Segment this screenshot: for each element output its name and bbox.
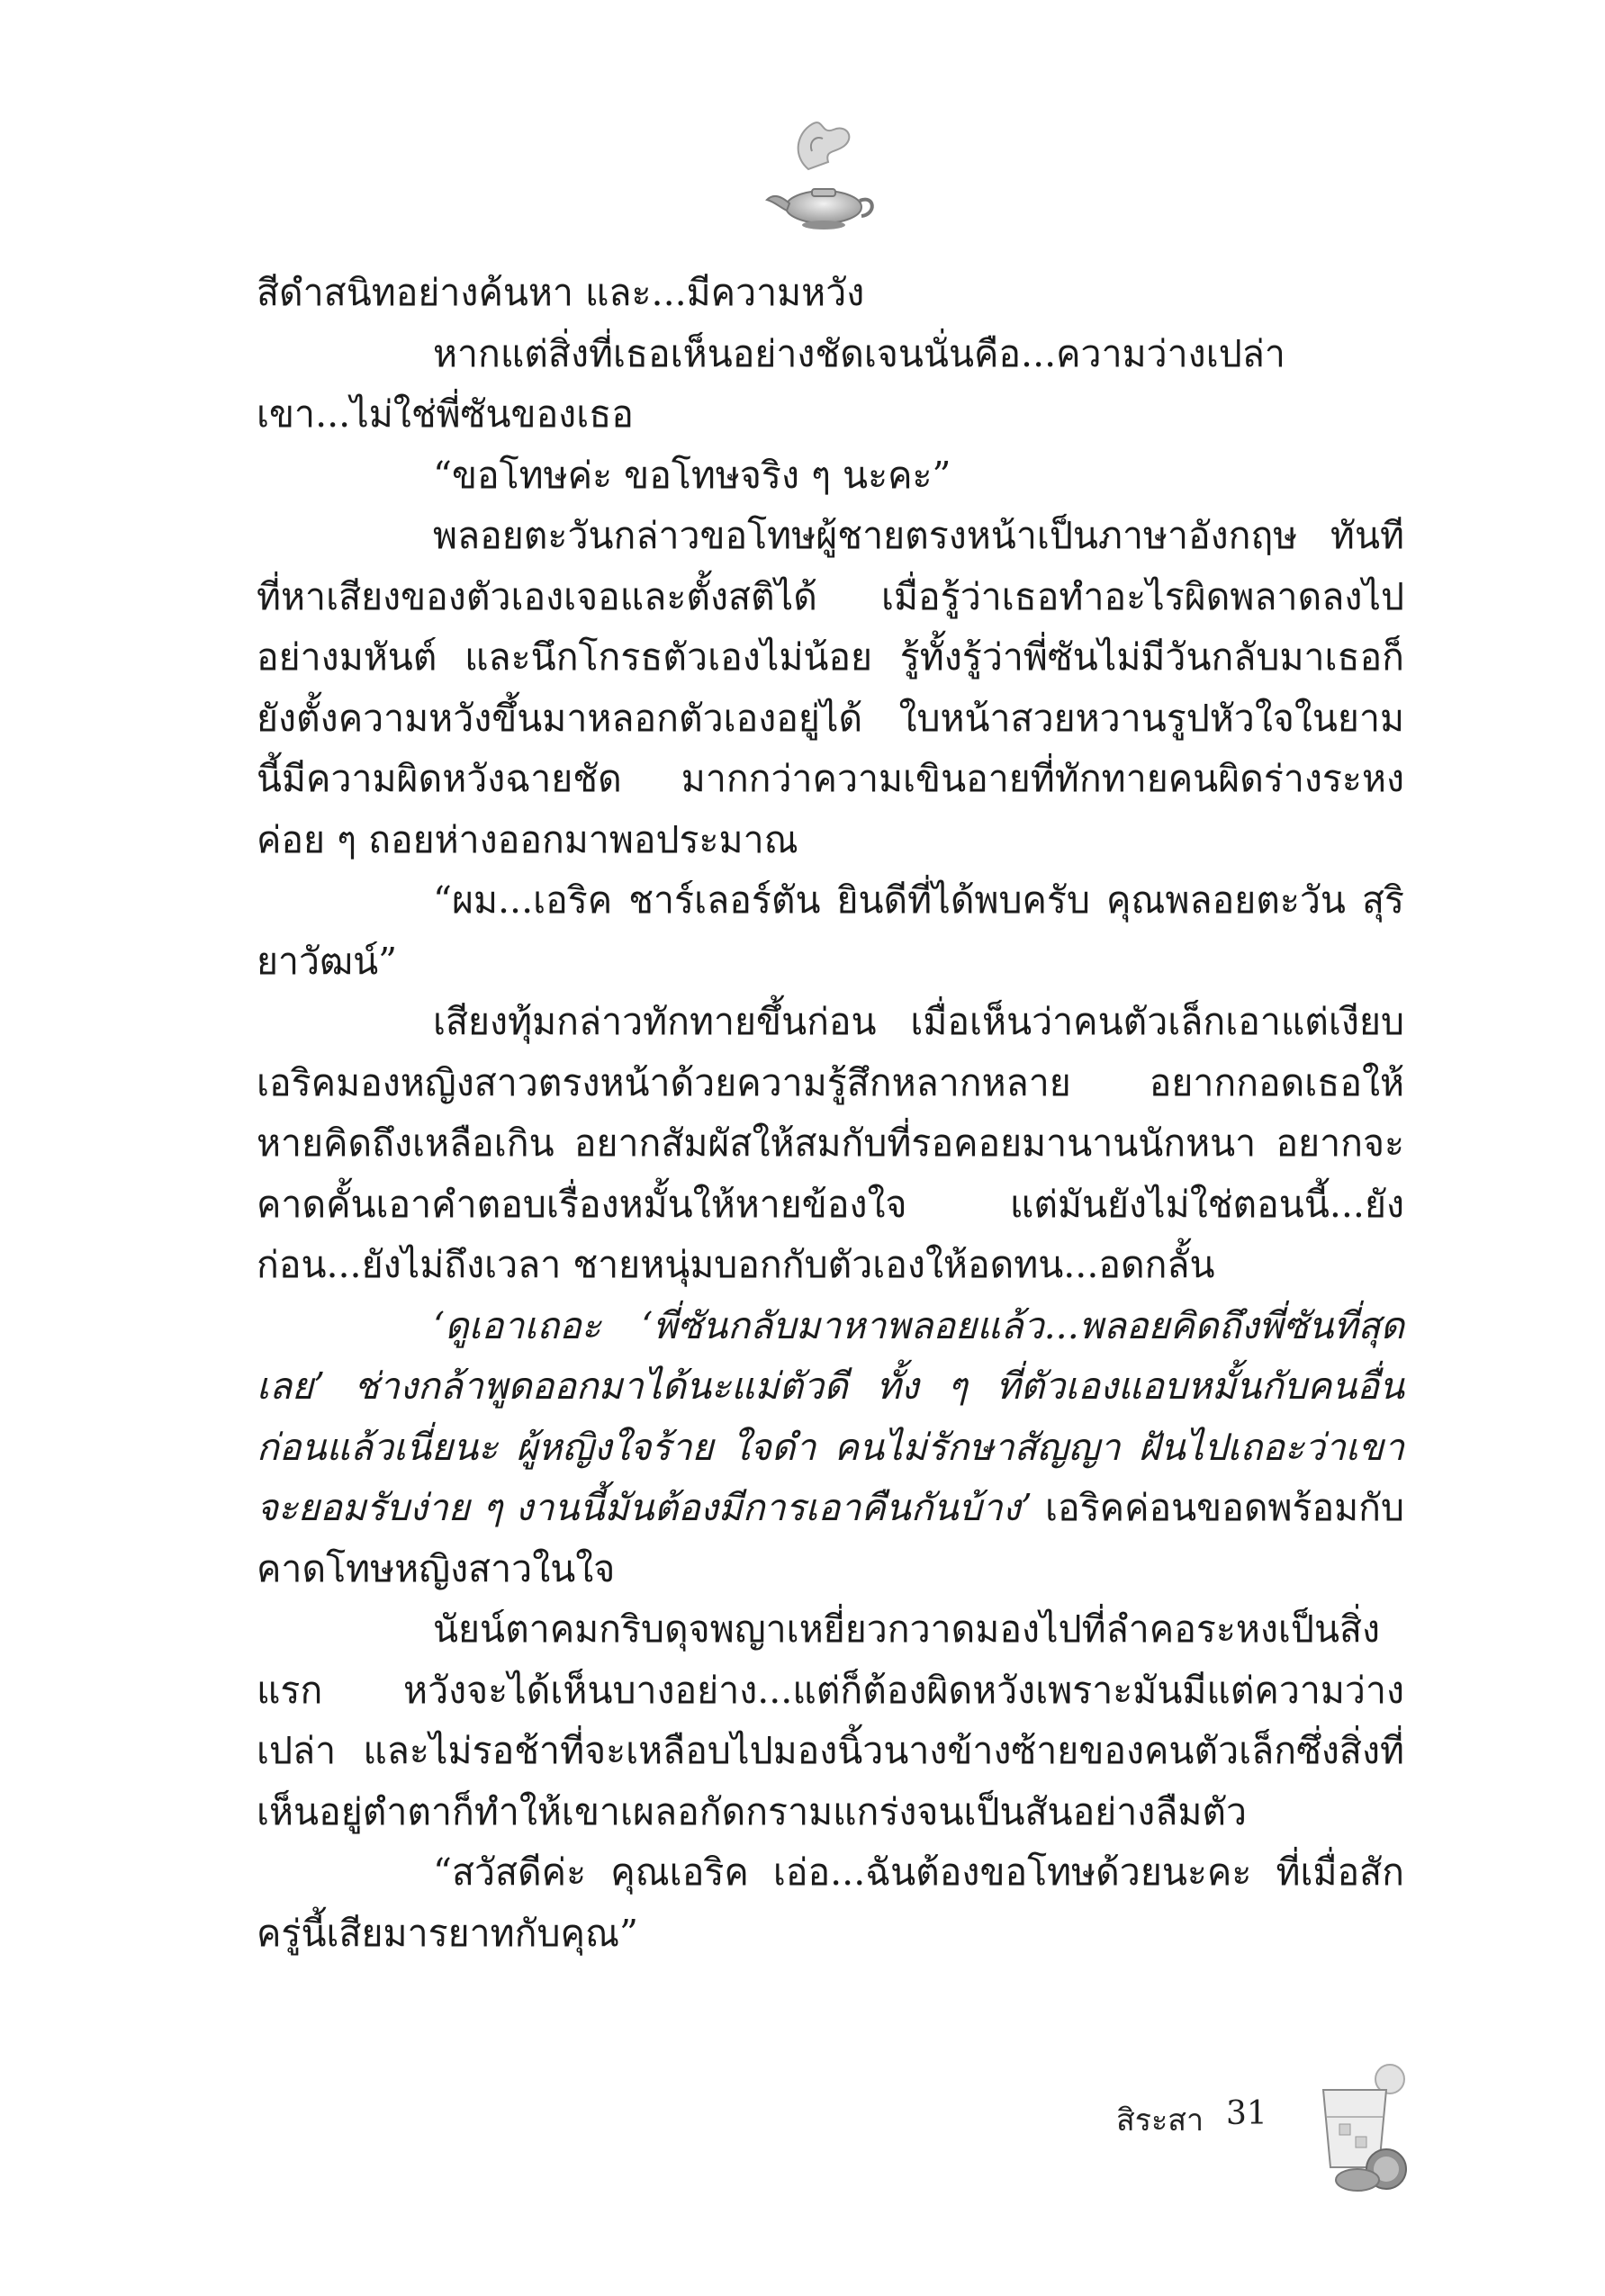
paragraph: “ขอโทษค่ะ ขอโทษจริง ๆ นะคะ” bbox=[433, 453, 951, 497]
paragraph: หากแต่สิ่งที่เธอเห็นอย่างชัดเจนนั่นคือ...ความว่างเปล่า เขา...ไม่ใช่พี่ซันของเธอ bbox=[257, 331, 1285, 436]
paragraph: นัยน์ตาคมกริบดุจพญาเหยี่ยวกวาดมองไปที่ลำคอระหงเป็นสิ่งแรก หวังจะได้เห็นบางอย่าง...แต่ก็ต้องผิดหวังเพราะมันมีแต่ความว่างเปล่า และไม่รอช้าที่จะเหลือบไปมองนิ้วนางข้างซ้ายของคนตัวเล็กซึ่งสิ่งที่เห็นอยู่ตำตาก็ทำให้เขาเผลอกัดกรามแกร่งจนเป็นสันอย่างลืมตัว bbox=[257, 1607, 1404, 1833]
paragraph: “สวัสดีค่ะ คุณเอริค เอ่อ...ฉันต้องขอโทษด้วยนะคะ ที่เมื่อสักครู่นี้เสียมารยาทกับคุณ” bbox=[257, 1850, 1404, 1955]
paragraph: พลอยตะวันกล่าวขอโทษผู้ชายตรงหน้าเป็นภาษาอังกฤษ ทันทีที่หาเสียงของตัวเองเจอและตั้งสติได้ เมื่อรู้ว่าเธอทำอะไรผิดพลาดลงไปอย่างมหันต์ และนึกโกรธตัวเองไม่น้อย รู้ทั้งรู้ว่าพี่ซันไม่มีวันกลับมาเธอก็ยังตั้งความหวังขึ้นมาหลอกตัวเองอยู่ได้ ใบหน้าสวยหวานรูปหัวใจในยามนี้มีความผิดหวังฉายชัด มากกว่าความเขินอายที่ทักทายคนผิดร่างระหงค่อย ๆ ถอยห่างออกมาพอประมาณ bbox=[257, 514, 1404, 861]
book-title: สิระสา bbox=[1116, 2102, 1204, 2138]
page-number: 31 bbox=[1226, 2095, 1267, 2132]
paragraph: เสียงทุ้มกล่าวทักทายขึ้นก่อน เมื่อเห็นว่าคนตัวเล็กเอาแต่เงียบ เอริคมองหญิงสาวตรงหน้าด้วยความรู้สึกหลากหลาย อยากกอดเธอให้หายคิดถึงเหลือเกิน อยากสัมผัสให้สมกับที่รอคอยมานานนักหนา อยากจะคาดคั้นเอาคำตอบเรื่องหมั้นให้หายข้องใจ แต่มันยังไม่ใช่ตอนนี้...ยังก่อน...ยังไม่ถึงเวลา ชายหนุ่มบอกกับตัวเองให้อดทน...อดกลั้น bbox=[257, 1000, 1404, 1286]
body-text bbox=[257, 263, 1404, 1964]
paragraph: สีดำสนิทอย่างค้นหา และ...มีความหวัง bbox=[257, 271, 865, 314]
drink-glass-icon bbox=[1303, 2061, 1420, 2196]
narration-text: เอริคค่อนขอดพร้อมกับคาดโทษหญิงสาวในใจ bbox=[257, 1486, 1404, 1590]
paragraph bbox=[257, 1296, 1404, 1600]
page-footer bbox=[1062, 2061, 1422, 2196]
paragraph: “ผม...เอริค ชาร์เลอร์ตัน ยินดีที่ได้พบครับ คุณพลอยตะวัน สุริยาวัฒน์” bbox=[257, 878, 1404, 983]
inner-thought-text: ‘ดูเอาเถอะ ‘พี่ซันกลับมาหาพลอยแล้ว...พลอยคิดถึงพี่ซันที่สุดเลย’ ช่างกล้าพูดออกมาได้นะแม่ตัวดี ทั้ง ๆ ที่ตัวเองแอบหมั้นกับคนอื่นก่อนแล้วเนี่ยนะ ผู้หญิงใจร้าย ใจดำ คนไม่รักษาสัญญา ฝันไปเถอะว่าเขาจะยอมรับง่าย ๆ งานนี้มันต้องมีการเอาคืนกันบ้าง’ bbox=[257, 1303, 1404, 1529]
magic-lamp-icon bbox=[756, 106, 891, 241]
